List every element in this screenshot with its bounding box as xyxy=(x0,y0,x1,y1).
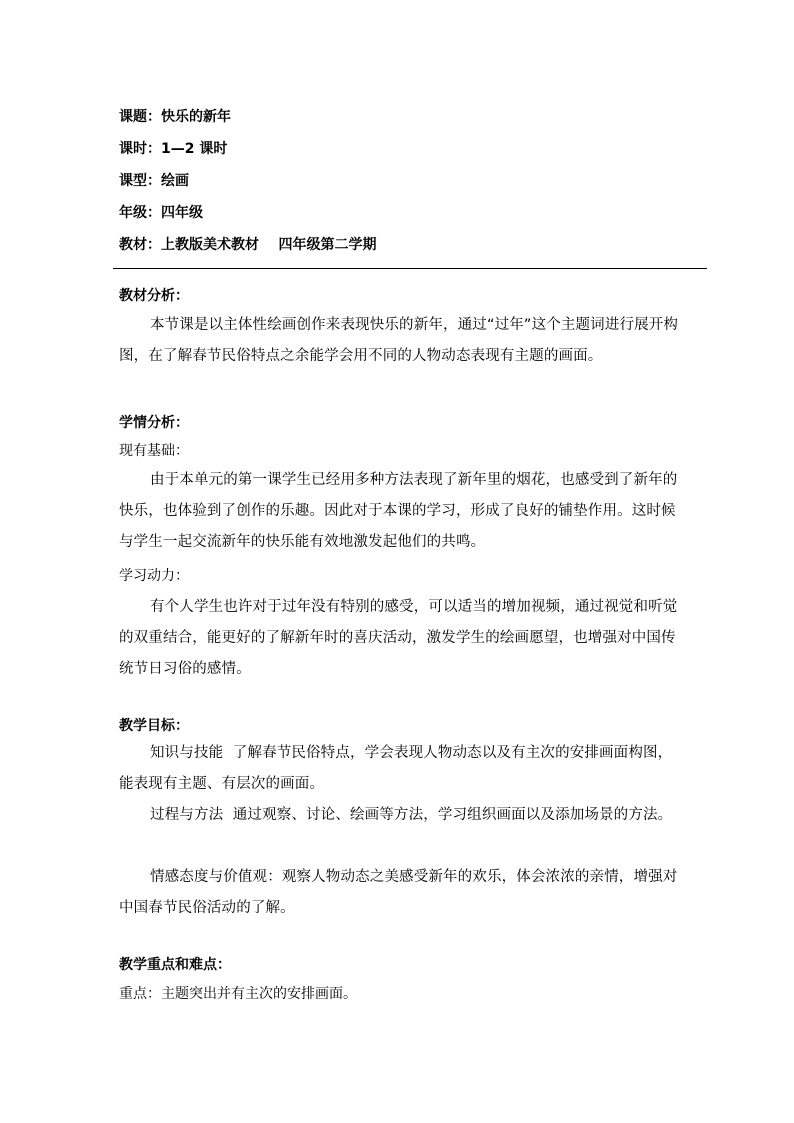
motivation-body: 有个人学生也许对于过年没有特别的感受，可以适当的增加视频，通过视觉和听觉的双重结合，能更好的了解新年时的喜庆活动，激发学生的绘画愿望，也增强对中国传统节日习俗的感情。 xyxy=(119,599,678,677)
lesson-grade: 年级：四年级 xyxy=(119,205,203,221)
goal-process: 过程与方法 通过观察、讨论、绘画等方法，学习组织画面以及添加场景的方法。 xyxy=(150,807,673,823)
lesson-hours: 课时：1—2 课时 xyxy=(119,141,228,157)
lesson-textbook: 教材：上教版美术教材 四年级第二学期 xyxy=(119,237,377,253)
student-analysis-heading: 学情分析： xyxy=(119,415,189,431)
goal-emotion: 情感态度与价值观：观察人物动态之美感受新年的欢乐，体会浓浓的亲情，增强对中国春节民俗活动的了解。 xyxy=(119,869,678,916)
lesson-topic: 课题：快乐的新年 xyxy=(119,109,231,125)
header-divider xyxy=(113,268,707,269)
key-points-focus: 重点：主题突出并有主次的安排画面。 xyxy=(119,986,357,1002)
goal-knowledge: 知识与技能 了解春节民俗特点，学会表现人物动态以及有主次的安排画面构图，能表现有主题、有层次的画面。 xyxy=(119,745,673,792)
material-analysis-body: 本节课是以主体性绘画创作来表现快乐的新年，通过“过年”这个主题词进行展开构图，在了解春节民俗特点之余能学会用不同的人物动态表现有主题的画面。 xyxy=(119,317,679,364)
motivation-label: 学习动力： xyxy=(119,568,189,584)
material-analysis-heading: 教材分析： xyxy=(119,288,189,304)
key-points-heading: 教学重点和难点： xyxy=(119,957,231,973)
basis-label: 现有基础： xyxy=(119,443,189,459)
goals-heading: 教学目标： xyxy=(119,718,189,734)
basis-body: 由于本单元的第一课学生已经用多种方法表现了新年里的烟花，也感受到了新年的快乐，也体验到了创作的乐趣。因此对于本课的学习，形成了良好的铺垫作用。这时候与学生一起交流新年的快乐能有效地激发起他们的共鸣。 xyxy=(119,472,678,550)
lesson-type: 课型：绘画 xyxy=(119,173,189,189)
